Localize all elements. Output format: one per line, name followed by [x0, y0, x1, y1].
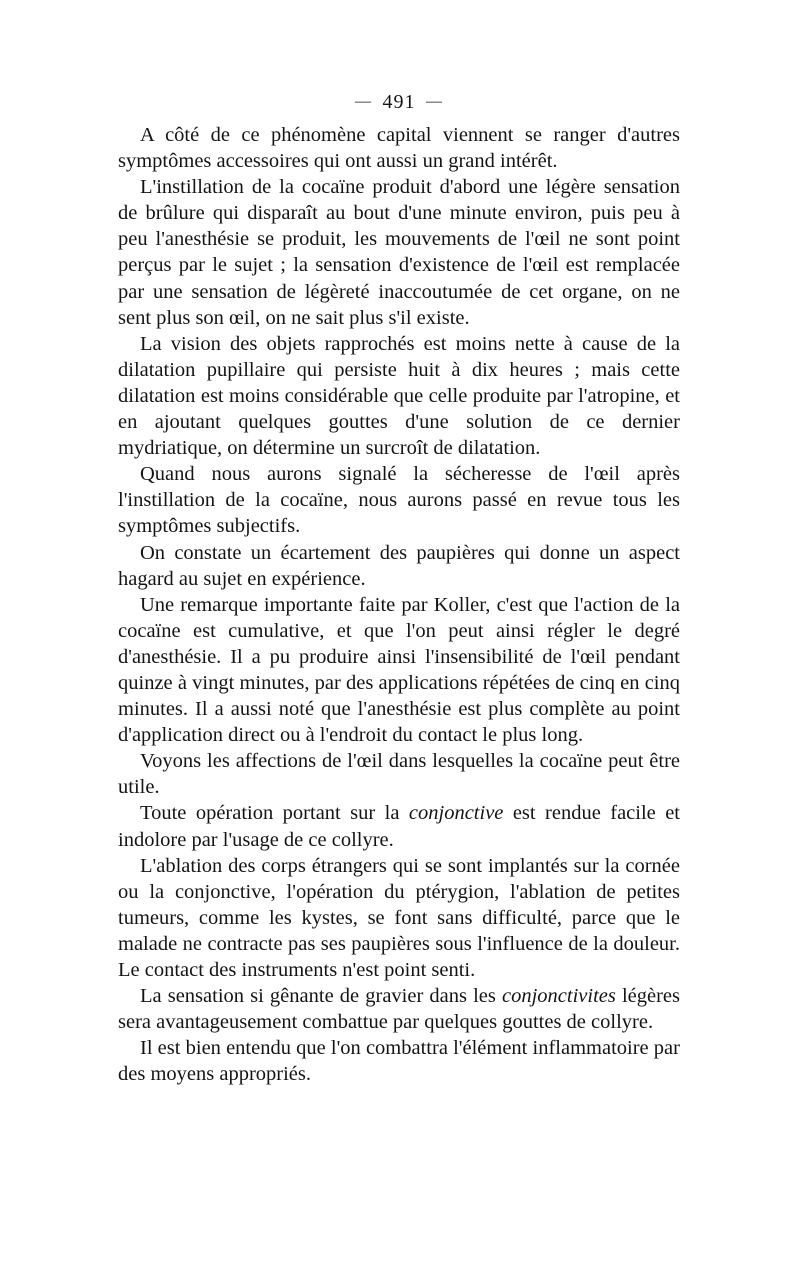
- page-number: 491: [382, 90, 416, 113]
- paragraph-text: Il est bien entendu que l'on combattra l'élément inflammatoire par des moyens appropriés.: [118, 1037, 680, 1086]
- paragraph-p5: [118, 540, 680, 592]
- paragraph-p8: [118, 800, 680, 852]
- paragraph-p7: [118, 748, 680, 800]
- body-text: [118, 122, 680, 1087]
- paragraph-text: Toute opération portant sur la: [140, 802, 409, 825]
- paragraph-p3: [118, 331, 680, 461]
- paragraph-text: L'ablation des corps étrangers qui se sont implantés sur la cornée ou la conjonctive, l'opération du ptérygion, l'ablation de petites tumeurs, comme les kystes, se font sans difficulté, parce que le malade ne contracte pas ses paupières sous l'influence de la douleur. Le contact des instruments n'est point senti.: [118, 854, 680, 981]
- paragraph-text: On constate un écartement des paupières qui donne un aspect hagard au sujet en expérience.: [118, 541, 680, 590]
- paragraph-p1: [118, 122, 680, 174]
- page-header: [118, 88, 680, 112]
- header-ornament-right: —: [426, 92, 443, 110]
- paragraph-p11: [118, 1035, 680, 1087]
- paragraph-text: La vision des objets rapprochés est moins nette à cause de la dilatation pupillaire qui persiste huit à dix heures ; mais cette dilatation est moins considérable que celle produite par l'atropine, et en ajoutant quelques gouttes d'une solution de ce dernier mydriatique, on détermine un surcroît de dilatation.: [118, 332, 680, 460]
- italic-term: conjonctivites: [501, 985, 616, 1008]
- paragraph-text: légères sera avantageusement combattue par quelques gouttes de collyre.: [118, 985, 681, 1034]
- paragraph-p6: [118, 592, 680, 749]
- paragraph-p2: [118, 174, 680, 331]
- paragraph-text: A côté de ce phénomène capital viennent se ranger d'autres symptômes accessoires qui ont aussi un grand intérêt.: [118, 124, 680, 173]
- paragraph-text: La sensation si gênante de gravier dans les: [140, 985, 502, 1008]
- italic-term: conjonctive: [408, 802, 504, 825]
- paragraph-text: L'instillation de la cocaïne produit d'abord une légère sensation de brûlure qui disparaît au bout d'une minute environ, puis peu à peu l'anesthésie se produit, les mouvements de l'œil ne sont point perçus par le sujet ; la sensation d'existence de l'œil est remplacée par une sensation de légèreté inaccoutumée de cet organe, on ne sent plus son œil, on ne sait plus s'il existe.: [118, 176, 680, 329]
- paragraph-text: Une remarque importante faite par Koller, c'est que l'action de la cocaïne est cumulative, et que l'on peut ainsi régler le degré d'anesthésie. Il a pu produire ainsi l'insensibilité de l'œil pendant quinze à vingt minutes, par des applications répétées de cinq en cinq minutes. Il a aussi noté que l'anesthésie est plus complète au point d'application direct ou à l'endroit du contact le plus long.: [118, 593, 680, 747]
- paragraph-p10: [118, 983, 680, 1035]
- paragraph-p9: [118, 853, 680, 983]
- header-ornament-left: —: [355, 92, 372, 110]
- page-content: [118, 88, 680, 1087]
- paragraph-text: Quand nous aurons signalé la sécheresse de l'œil après l'instillation de la cocaïne, nous aurons passé en revue tous les symptômes subjectifs.: [118, 463, 680, 538]
- paragraph-text: est rendue facile et indolore par l'usage de ce collyre.: [118, 802, 680, 851]
- paragraph-text: Voyons les affections de l'œil dans lesquelles la cocaïne peut être utile.: [118, 750, 680, 799]
- paragraph-p4: [118, 461, 680, 539]
